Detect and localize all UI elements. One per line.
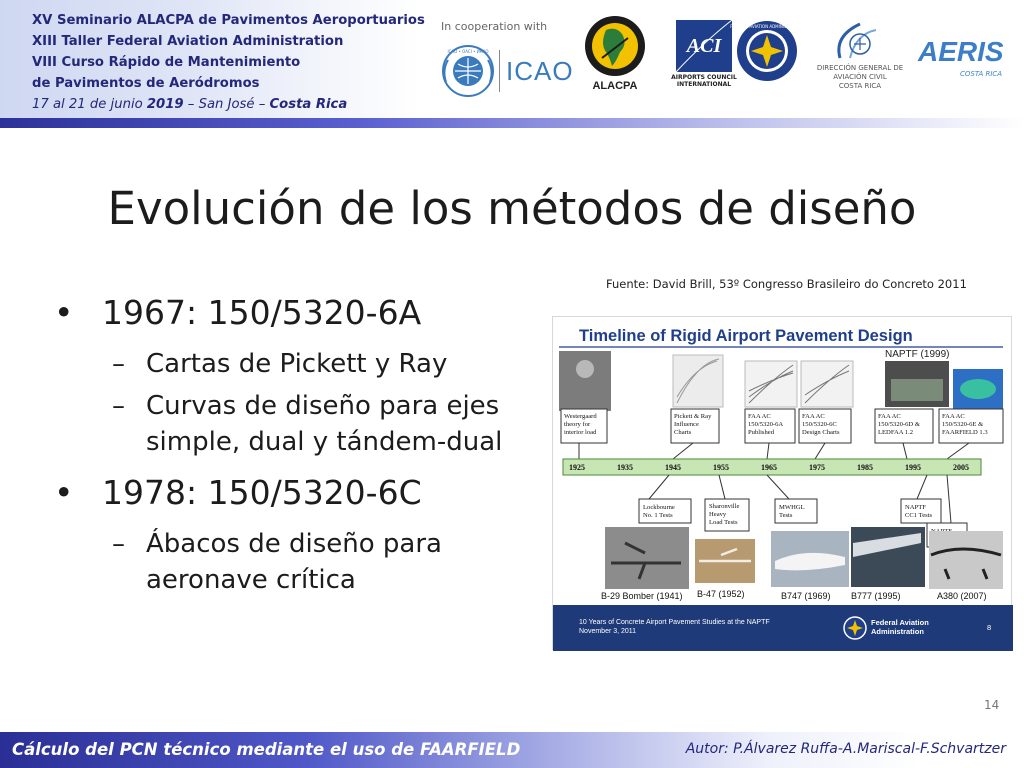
connector [673,443,693,459]
bullet-text: 1978: 150/5320-6C [102,473,422,512]
aircraft-label: B777 (1995) [851,591,901,601]
seminar-line-2: XIII Taller Federal Aviation Administration [32,34,344,49]
sub-bullet-text: Curvas de diseño para ejes simple, dual y tándem-dual [146,391,503,457]
seminar-line-4: de Pavimentos de Aeródromos [32,76,260,91]
top-box-text: 150/5320-6D & [878,421,920,428]
dates-country: Costa Rica [269,97,348,112]
bullet-item [54,292,534,334]
bullet-glyph: • [54,473,74,512]
bullet-text: 1967: 150/5320-6A [102,293,422,332]
alacpa-logo [582,14,648,98]
seminar-line-3: VIII Curso Rápido de Mantenimiento [32,55,301,70]
aircraft-photos [605,527,1003,589]
bullet-glyph: • [54,293,74,332]
source-citation: Fuente: David Brill, 53º Congresso Brasileiro do Concreto 2011 [606,277,967,291]
icao-wordmark: ICAO [506,56,574,86]
header-stripe [0,118,1024,128]
top-box-text: Design Charts [802,429,840,436]
top-box-text: FAARFIELD 1.3 [942,429,988,436]
top-box-text: interior load [564,429,597,436]
dates-year: 2019 [146,97,184,112]
dgac-caption-main: DIRECCIÓN GENERAL DE AVIACIÓN CIVIL [816,64,904,81]
connector [815,443,825,459]
aeris-subtitle: COSTA RICA [960,70,1003,78]
slide-title: Evolución de los métodos de diseño [107,182,917,235]
aci-caption: AIRPORTS COUNCIL INTERNATIONAL [671,74,737,88]
top-box-text: 150/5320-6A [748,421,784,428]
dash-glyph: – [112,349,125,379]
sub-bullet-text: Cartas de Pickett y Ray [146,349,448,379]
footer-course-title: Cálculo del PCN técnico mediante el uso de FAARFIELD [12,740,521,759]
footer-authors: Autor: P.Álvarez Ruffa-A.Mariscal-F.Schvartzer [685,741,1006,757]
b29-photo [605,527,689,589]
connector [903,443,907,459]
top-box-text: 150/5320-6C [802,421,837,428]
aircraft-label: B-29 Bomber (1941) [601,591,683,601]
connector [649,475,669,499]
bottom-box-text: Tests [779,512,793,519]
aeris-logo [918,24,1008,84]
timeline-year-label: 1955 [713,463,729,472]
top-box-text: theory for [564,421,591,428]
timeline-year-label: 1975 [809,463,825,472]
aircraft-label: A380 (2007) [937,591,987,601]
connector [917,475,927,499]
aircraft-label: B747 (1969) [781,591,831,601]
bottom-box-text: No. 1 Tests [643,512,673,519]
top-box-text: FAA AC [802,413,825,420]
timeline-figure [552,316,1012,650]
westergaard-face [576,360,594,378]
dates-mid: – San José – [183,97,270,112]
faa-ring-text: FEDERAL AVIATION ADMINISTRATION [730,24,804,29]
top-box-text: Published [748,429,775,436]
timeline-years [569,463,969,472]
figure-footer-org-1: Federal Aviation [871,618,929,627]
dates-prefix: 17 al 21 de junio [32,97,147,112]
top-box-text: 150/5320-6E & [942,421,984,428]
bottom-box-text: Lockbourne [643,504,675,511]
footer-bar [0,732,1024,768]
timeline-year-label: 2005 [953,463,969,472]
top-box-text: Westergaard [564,413,597,420]
icao-ring-text: ICAO • OACI • ИКАО [447,49,489,54]
dgac-emblem-icon [810,18,910,64]
top-box-text: FAA AC [748,413,771,420]
top-box-text: Charts [674,429,692,436]
timeline-year-label: 1945 [665,463,681,472]
icao-emblem-icon [438,44,498,98]
connector [947,443,969,459]
figure-footer-date: November 3, 2011 [579,628,637,635]
timeline-year-label: 1925 [569,463,585,472]
aci-logo [664,18,744,98]
sub-bullet-item [54,526,514,598]
bottom-box [901,499,941,523]
top-box-text: Influence [674,421,699,428]
bottom-box-text: NAPTF [905,504,926,511]
bottom-box [775,499,817,523]
seminar-info [32,10,425,115]
naptf-photo-floor [891,379,943,401]
faarfield-model-hotspot [960,379,996,399]
alacpa-emblem-icon [582,14,648,78]
top-box-text: FAA AC [942,413,965,420]
faa-seal-icon [730,20,804,82]
seminar-line-1: XV Seminario ALACPA de Pavimentos Aeroportuarios [32,13,425,28]
bullet-list [54,292,534,604]
figure-footer-title: 10 Years of Concrete Airport Pavement Studies at the NAPTF [579,619,770,626]
bottom-box-text: CC1 Tests [905,512,933,519]
faa-logo [730,20,804,82]
bottom-box-text: Heavy [709,511,727,518]
timeline-heading: Timeline of Rigid Airport Pavement Design [579,327,913,345]
connector [947,475,951,523]
timeline-graphic [553,317,1013,651]
timeline-year-label: 1985 [857,463,873,472]
timeline-year-label: 1965 [761,463,777,472]
a380-photo [929,531,1003,589]
dash-glyph: – [112,391,125,421]
top-box-text: Pickett & Ray [674,413,712,420]
icao-separator [499,50,500,92]
aeris-wordmark: AERIS [918,36,1004,67]
bottom-box-text: Sharonville [709,503,740,510]
alacpa-wordmark: ALACPA [592,80,638,92]
connector [767,443,769,459]
cooperation-label: In cooperation with [441,20,548,33]
dgac-caption-sub: COSTA RICA [838,82,882,90]
icao-logo [438,44,574,98]
dgac-caption [810,64,910,91]
dgac-logo [810,18,910,98]
bottom-box [639,499,691,523]
top-box-text: FAA AC [878,413,901,420]
top-connectors [579,443,969,459]
naptf-label: NAPTF (1999) [885,349,950,360]
sub-bullet-item [54,346,534,382]
top-box-text: LEDFAA 1.2 [878,429,914,436]
timeline-year-label: 1995 [905,463,921,472]
seminar-dates [32,94,425,115]
bullet-item [54,472,534,514]
aci-letters: ACI [686,35,722,57]
influence-chart-thumb [673,355,723,407]
figure-footer-org-2: Administration [871,627,924,636]
dash-glyph: – [112,529,125,559]
sub-bullet-item [54,388,514,460]
page-number: 14 [984,698,1000,712]
timeline-year-label: 1935 [617,463,633,472]
aircraft-label: B-47 (1952) [697,589,745,599]
bottom-box-text: Load Tests [709,519,738,526]
figure-footer-page: 8 [987,623,992,632]
connector [719,475,725,499]
header [0,0,1024,130]
sub-bullet-text: Ábacos de diseño para aeronave crítica [146,529,442,595]
bottom-box-text: MWHGL [779,504,805,511]
connector [767,475,789,499]
